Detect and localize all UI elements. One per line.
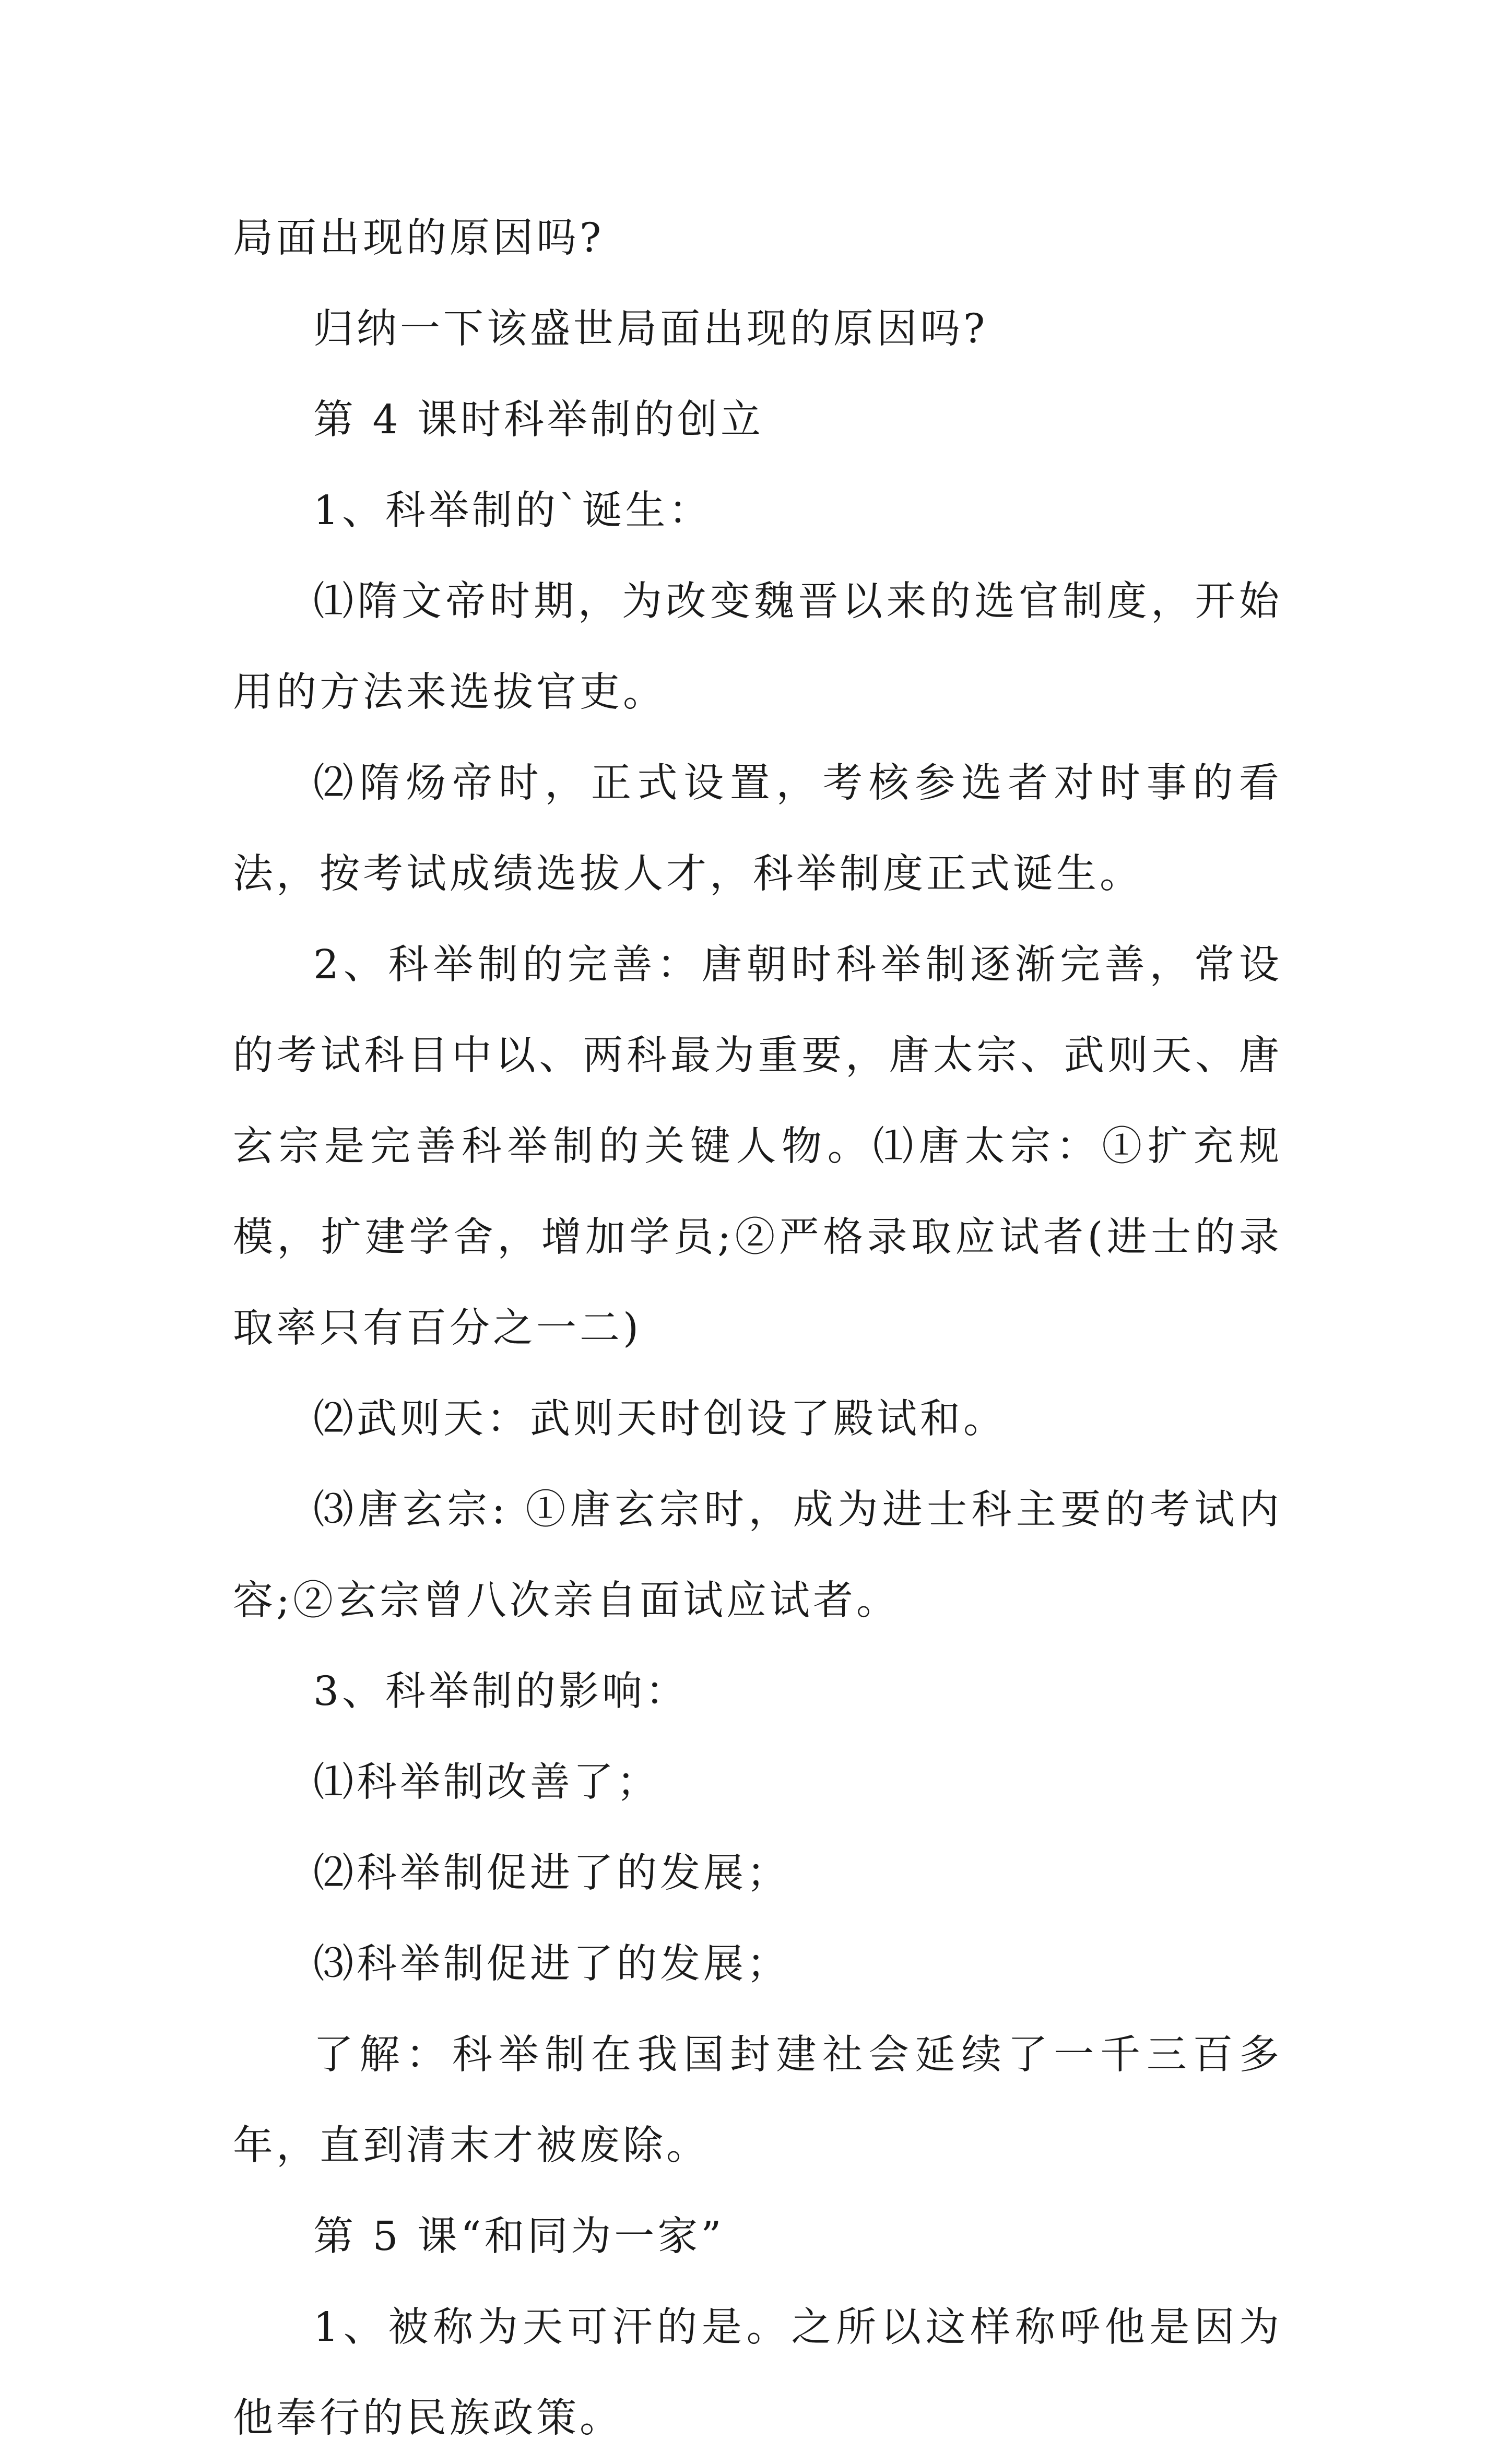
section-1-heading: 1、科举制的`诞生： (313, 488, 712, 534)
paragraph-wu-zetian: ⑵武则天：武则天时创设了殿试和。 (313, 1396, 1007, 1442)
paragraph-sui-yangdi: ⑵隋炀帝时，正式设置，考核参选者对时事的看法，按考试成绩选拔人才，科举制度正式诞生。 (233, 760, 1282, 897)
paragraph-influence-2: ⑵科举制促进了的发展； (313, 1850, 790, 1897)
lesson-5-heading: 第 5 课“和同为一家” (313, 2213, 725, 2260)
paragraph-influence-3: ⑶科举制促进了的发展； (313, 1941, 790, 1987)
paragraph-question: 归纳一下该盛世局面出现的原因吗? (313, 306, 988, 352)
section-3-heading: 3、科举制的影响： (313, 1668, 689, 1715)
paragraph-tian-kehan: 1、被称为天可汗的是。之所以这样称呼他是因为他奉行的民族政策。 (233, 2304, 1282, 2442)
paragraph-improvement: 2、科举制的完善：唐朝时科举制逐渐完善，常设的考试科目中以、两科最为重要，唐太宗、武则天、唐玄宗是完善科举制的关键人物。⑴唐太宗：①扩充规模，扩建学舍，增加学员;②严格录取应试者(进士的录取率只有百分之一二) (233, 942, 1282, 1352)
paragraph-influence-1: ⑴科举制改善了； (313, 1759, 660, 1806)
document-body (233, 193, 1282, 2464)
lesson-4-heading: 第 4 课时科举制的创立 (313, 397, 764, 443)
paragraph-sui-wendi: ⑴隋文帝时期，为改变魏晋以来的选官制度，开始用的方法来选拔官吏。 (233, 578, 1282, 716)
paragraph-tang-xuanzong: ⑶唐玄宗: ①唐玄宗时，成为进士科主要的考试内容;②玄宗曾八次亲自面试应试者。 (233, 1487, 1282, 1624)
paragraph-understanding: 了解：科举制在我国封建社会延续了一千三百多年，直到清末才被废除。 (233, 2032, 1282, 2169)
paragraph-continuation: 局面出现的原因吗? (233, 215, 605, 262)
